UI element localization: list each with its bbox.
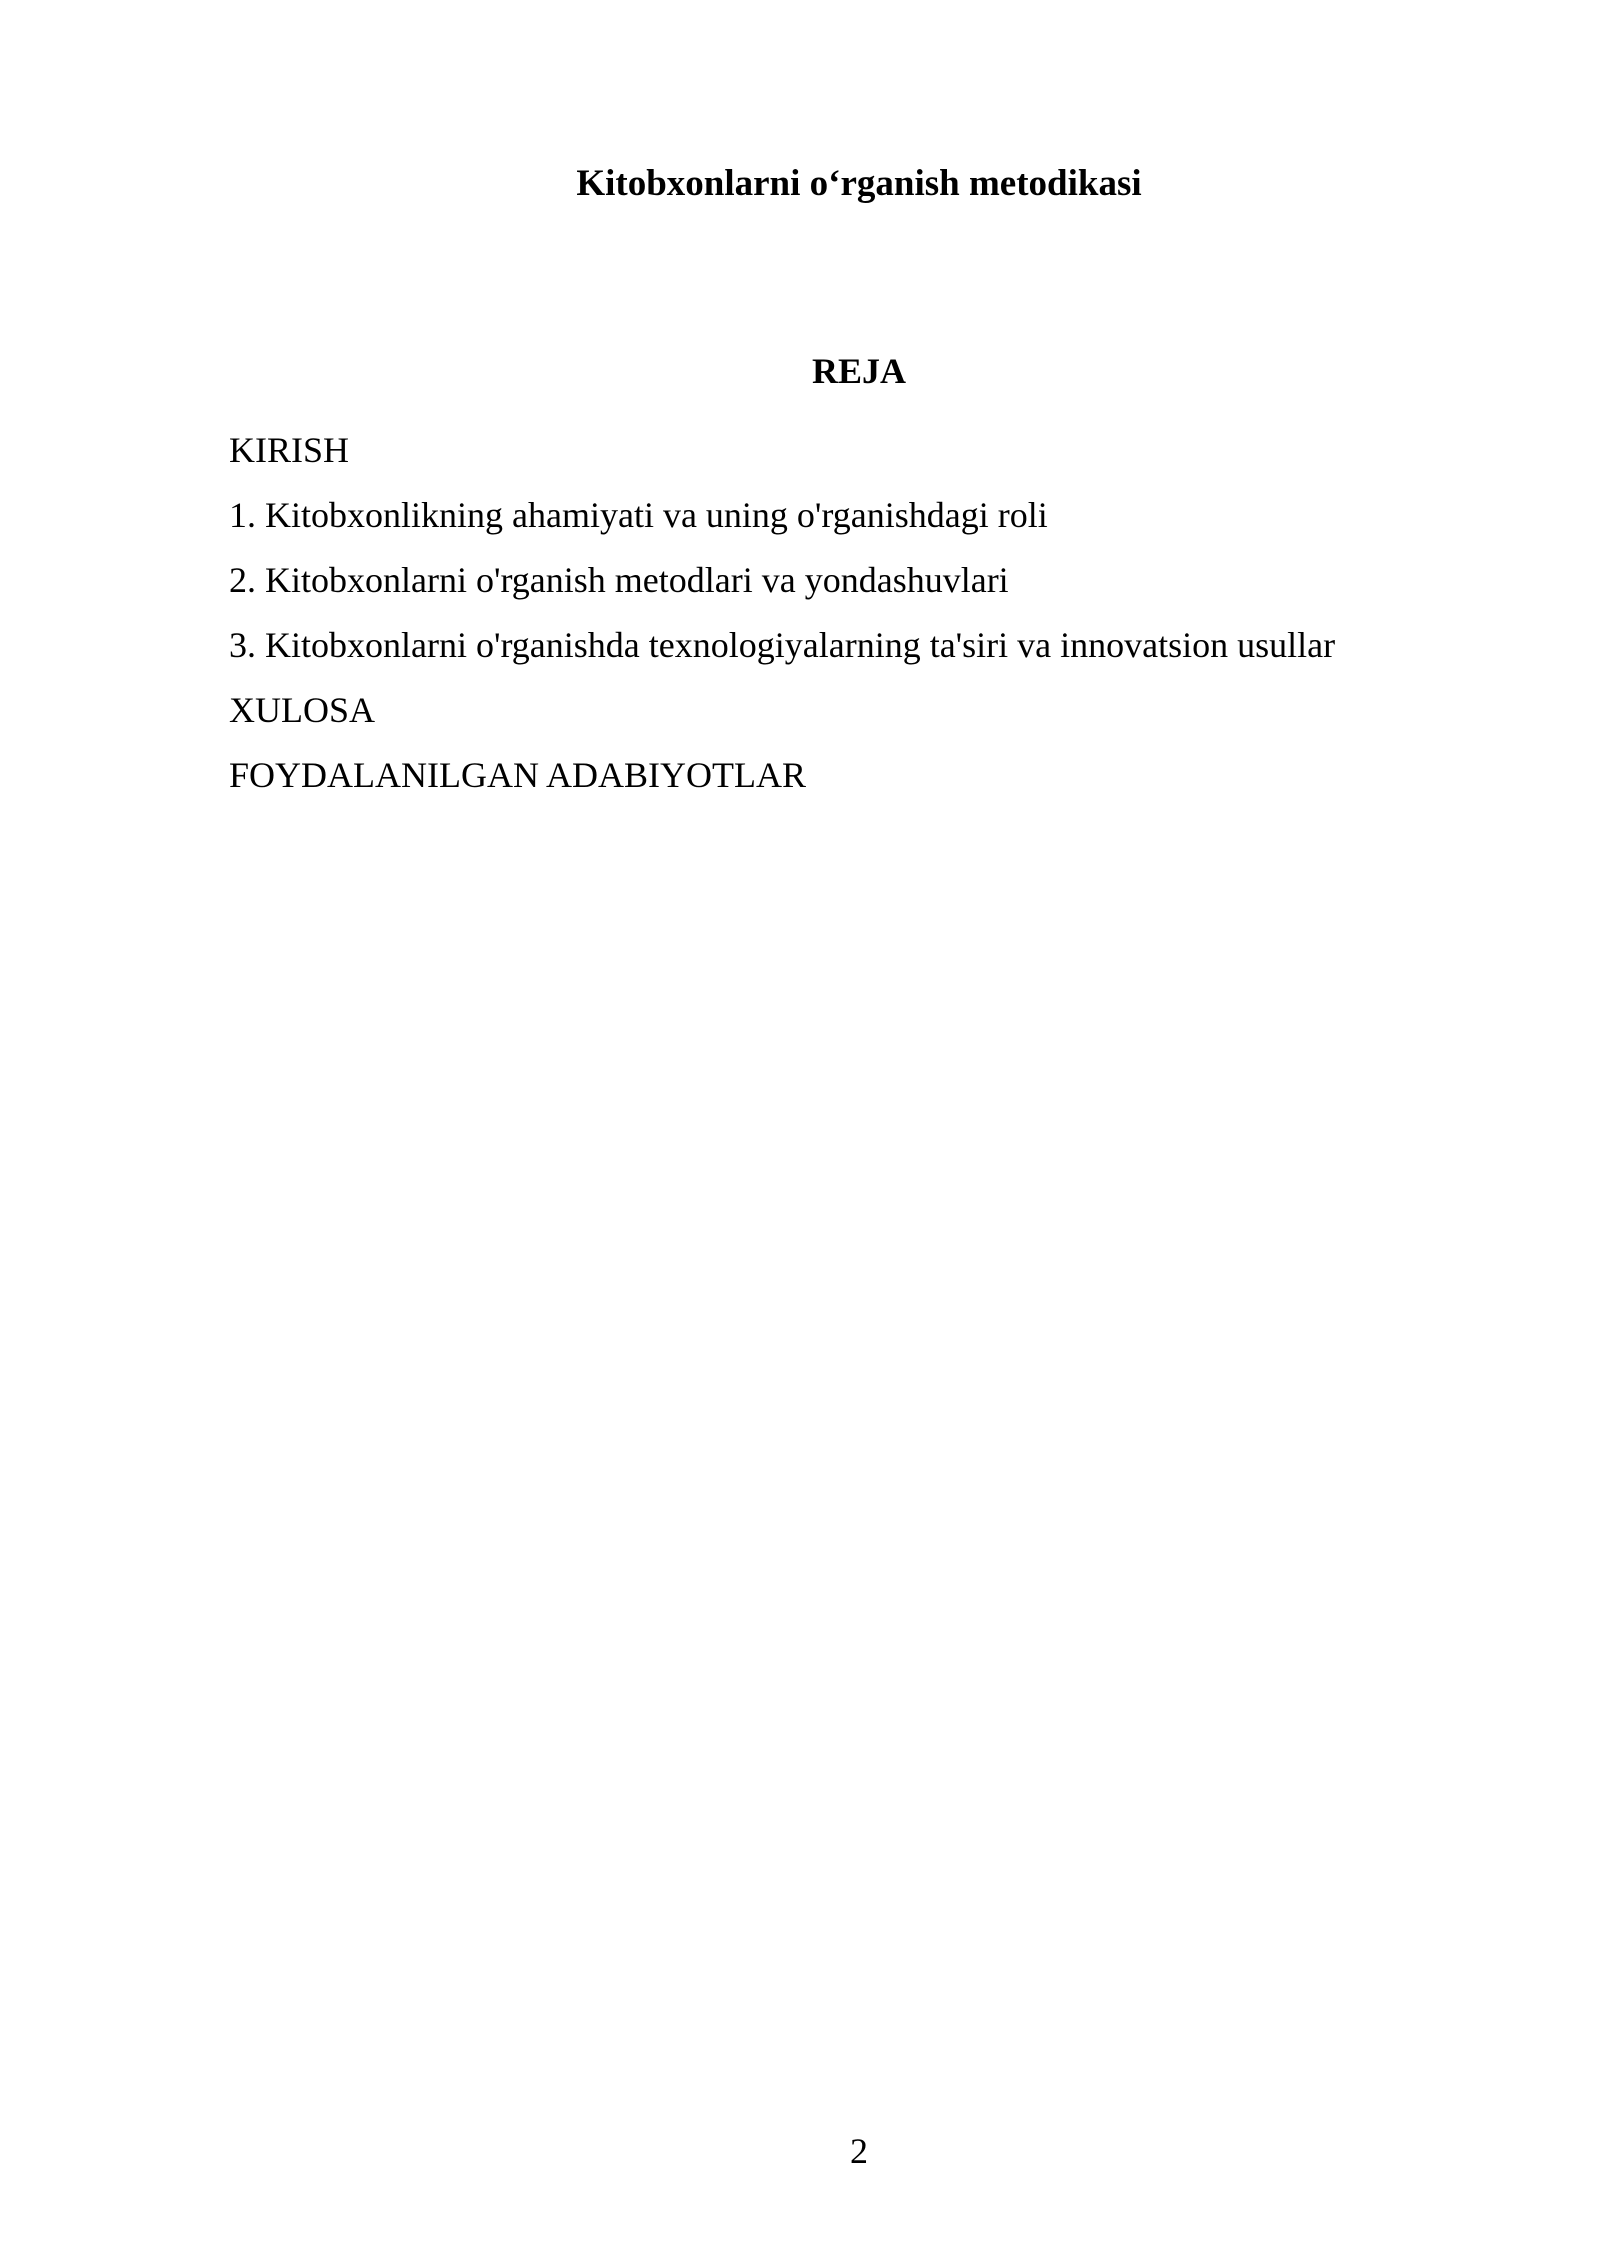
plan-item-3: 3. Kitobxonlarni o'rganishda texnologiyalarning ta'siri va innovatsion usullar bbox=[229, 625, 1336, 665]
plan-heading: REJA bbox=[811, 351, 906, 391]
plan-item-introduction: KIRISH bbox=[229, 430, 350, 470]
document-title: Kitobxonlarni o‘rganish metodikasi bbox=[576, 163, 1142, 204]
plan-item-1: 1. Kitobxonlikning ahamiyati va uning o'rganishdagi roli bbox=[229, 495, 1048, 535]
page-number: 2 bbox=[850, 2131, 868, 2171]
plan-item-references: FOYDALANILGAN ADABIYOTLAR bbox=[229, 755, 806, 795]
plan-item-conclusion: XULOSA bbox=[229, 690, 376, 730]
plan-list bbox=[229, 418, 1335, 808]
plan-item-2: 2. Kitobxonlarni o'rganish metodlari va yondashuvlari bbox=[229, 560, 1009, 600]
